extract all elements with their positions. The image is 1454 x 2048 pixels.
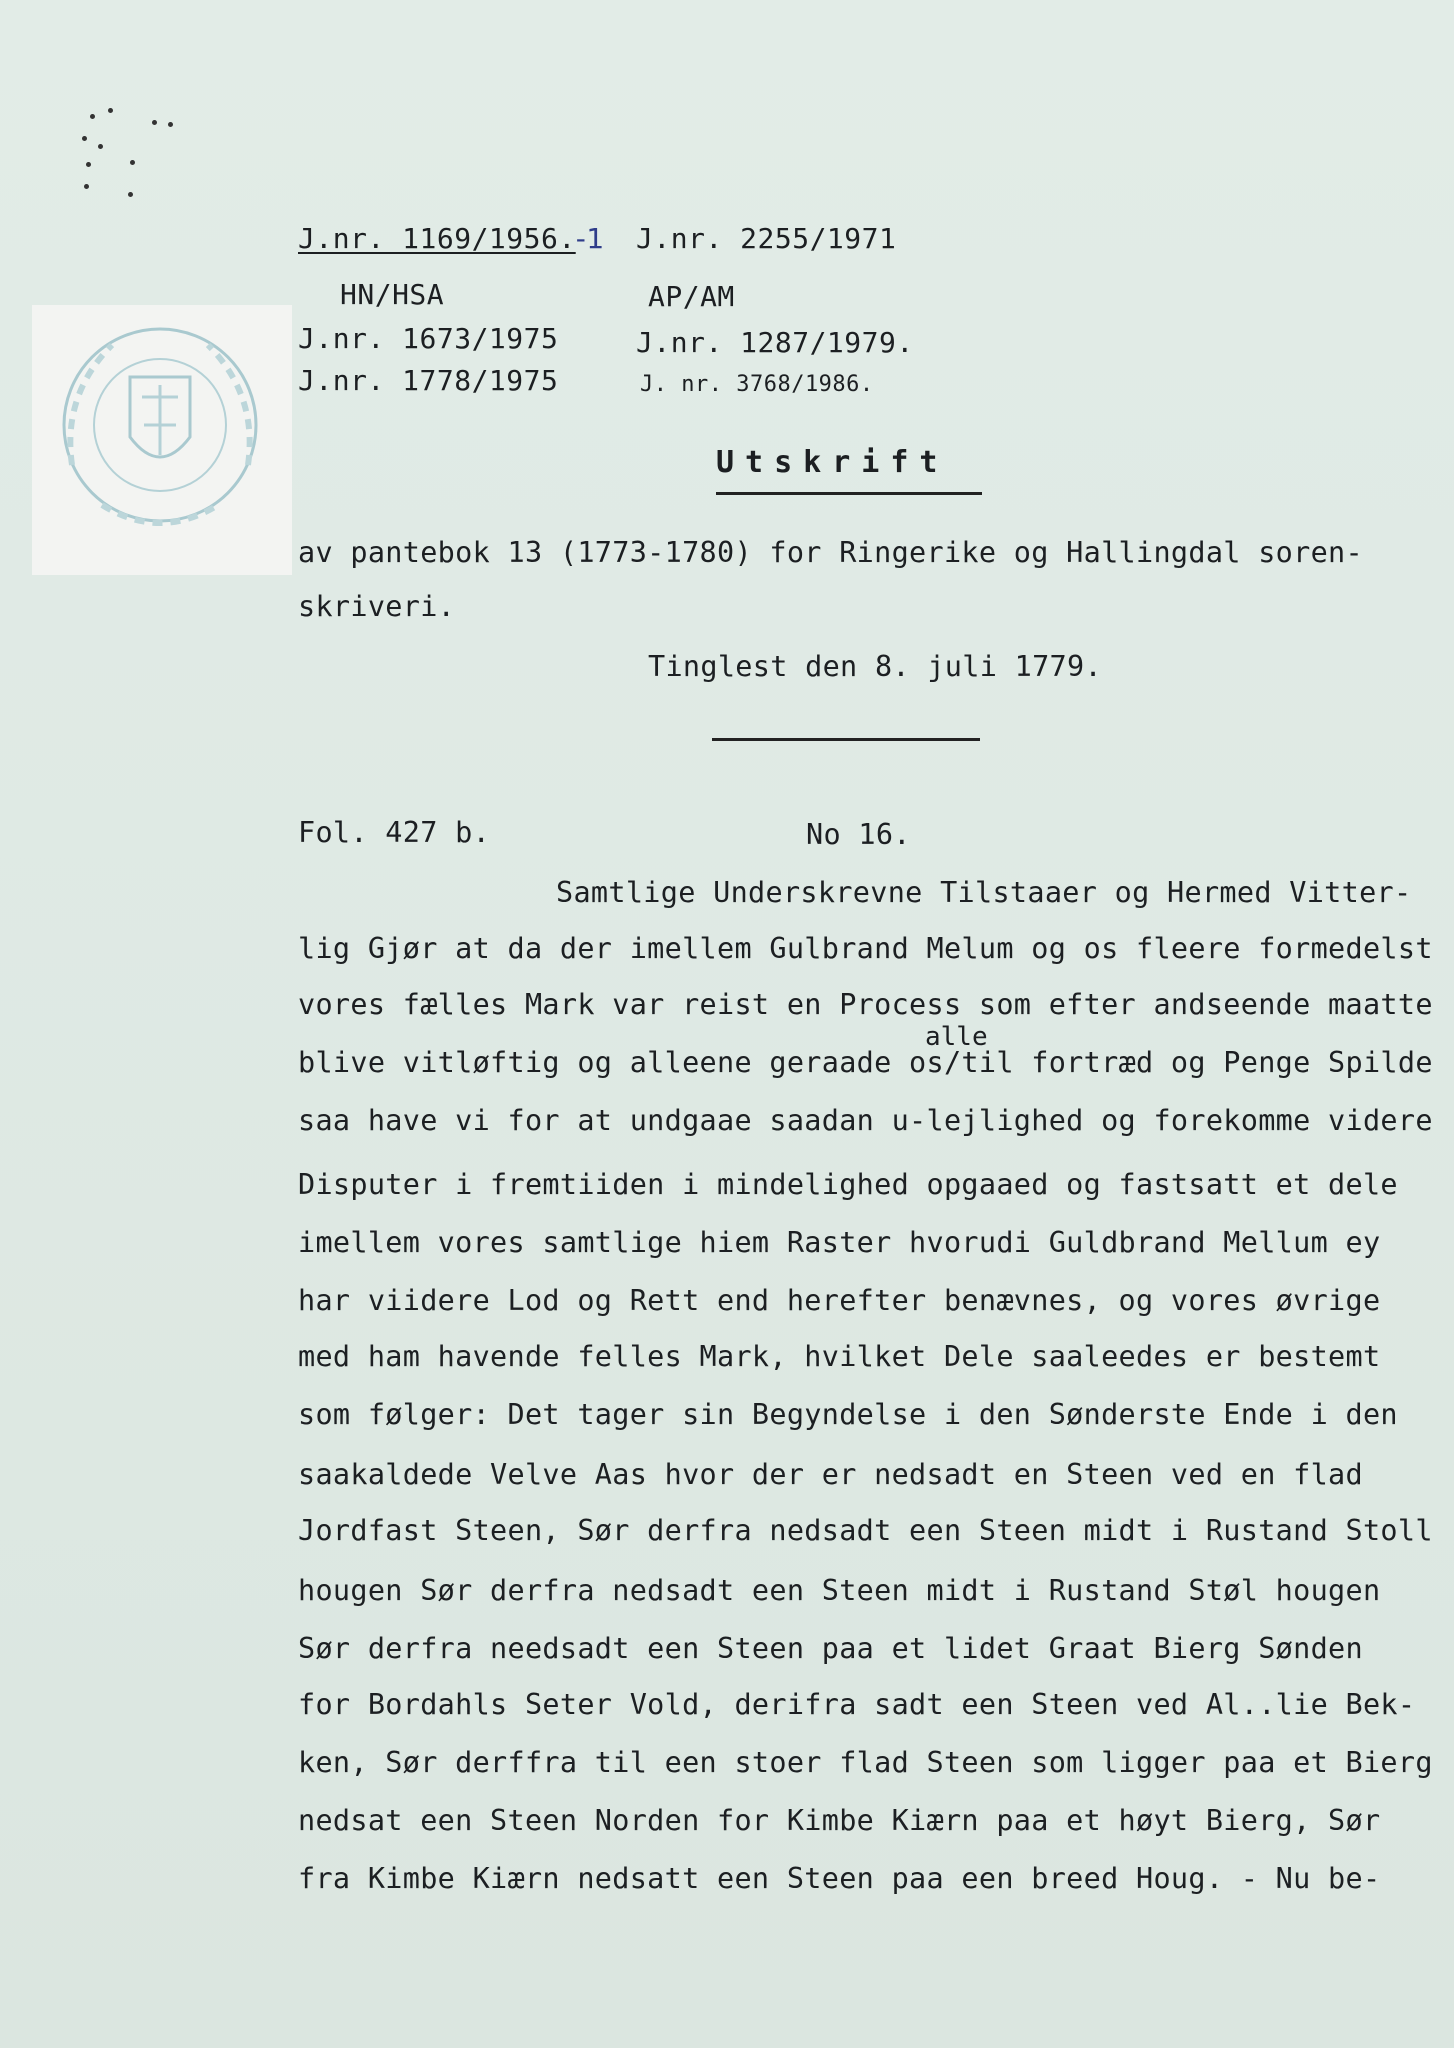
intro-line-2: skriveri. <box>298 590 456 623</box>
journal-number-1: J.nr. 1169/1956.-1 <box>298 222 605 255</box>
archive-stamp <box>32 305 292 575</box>
tinglest-date: Tinglest den 8. juli 1779. <box>648 650 1102 683</box>
journal-number-5: J.nr. 1778/1975 <box>298 364 559 397</box>
body-line: for Bordahls Seter Vold, derifra sadt een Steen ved Al..lie Bek- <box>298 1688 1416 1721</box>
initials-1: HN/HSA <box>340 278 445 311</box>
body-line: vores fælles Mark var reist en Process som efter andseende maatte <box>298 988 1433 1021</box>
journal-number-2: J.nr. 2255/1971 <box>636 222 897 255</box>
body-line: saa have vi for at undgaae saadan u-lejlighed og forekomme videre <box>298 1104 1433 1137</box>
document-number: No 16. <box>806 818 911 851</box>
body-line: imellem vores samtlige hiem Raster hvorudi Guldbrand Mellum ey <box>298 1226 1381 1259</box>
intro-line-1: av pantebok 13 (1773-1780) for Ringerike og Hallingdal soren- <box>298 536 1363 569</box>
journal-number-4: J.nr. 1287/1979. <box>636 326 914 359</box>
body-line: lig Gjør at da der imellem Gulbrand Melum og os fleere formedelst <box>298 932 1433 965</box>
body-line: fra Kimbe Kiærn nedsatt een Steen paa een breed Houg. - Nu be- <box>298 1862 1381 1895</box>
body-line: saakaldede Velve Aas hvor der er nedsadt en Steen ved en flad <box>298 1458 1363 1491</box>
body-line: har viidere Lod og Rett end herefter benævnes, og vores øvrige <box>298 1284 1381 1317</box>
body-line: Sør derfra needsadt een Steen paa et lidet Graat Bierg Sønden <box>298 1632 1363 1665</box>
body-line: Samtlige Underskrevne Tilstaaer og Hermed Vitter- <box>556 876 1412 909</box>
body-line: Jordfast Steen, Sør derfra nedsadt een Steen midt i Rustand Stoll <box>298 1514 1433 1547</box>
folio-number: Fol. 427 b. <box>298 816 491 849</box>
journal-number-6: J. nr. 3768/1986. <box>640 372 874 397</box>
section-rule <box>712 738 980 741</box>
archive-stamp-seal <box>32 305 292 575</box>
inserted-word: alle <box>925 1022 988 1052</box>
body-line: nedsat een Steen Norden for Kimbe Kiærn paa et høyt Bierg, Sør <box>298 1804 1381 1837</box>
initials-2: AP/AM <box>648 280 735 313</box>
body-line: hougen Sør derfra nedsadt een Steen midt i Rustand Støl hougen <box>298 1574 1381 1607</box>
document-heading: Utskrift <box>716 445 949 480</box>
body-line: Disputer i fremtiiden i mindelighed opgaaed og fastsatt et dele <box>298 1168 1398 1201</box>
journal-number-3: J.nr. 1673/1975 <box>298 322 559 355</box>
heading-underline <box>716 492 982 495</box>
body-line: blive vitløftig og alleene geraade os/til fortræd og Penge Spilde <box>298 1046 1433 1079</box>
body-line: som følger: Det tager sin Begyndelse i den Sønderste Ende i den <box>298 1398 1398 1431</box>
margin-marks <box>78 100 188 200</box>
body-line: med ham havende felles Mark, hvilket Dele saaleedes er bestemt <box>298 1340 1381 1373</box>
body-line: ken, Sør derffra til een stoer flad Steen som ligger paa et Bierg <box>298 1746 1433 1779</box>
